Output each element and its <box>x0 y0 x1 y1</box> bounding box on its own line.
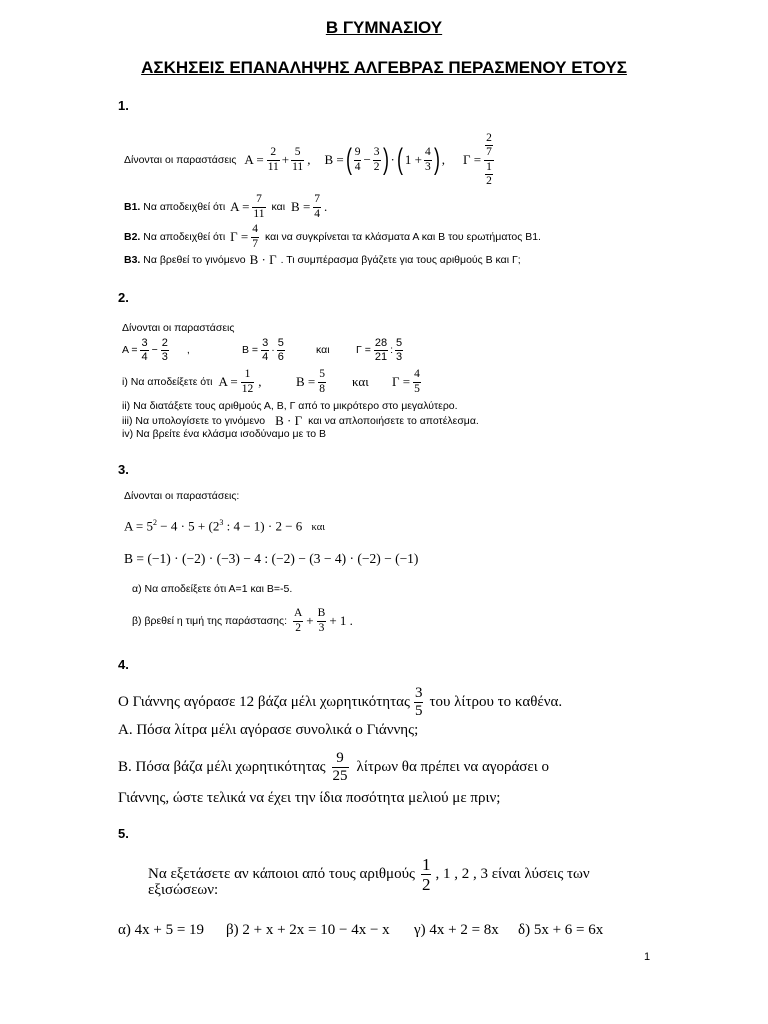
ex1-A-end: , <box>307 152 311 167</box>
ex1-B-frac3-num: 4 <box>424 147 432 161</box>
ex2-A-minus: − <box>151 344 158 356</box>
ex2-i-G-lhs: Γ = <box>392 374 411 389</box>
ex2-B-frac1-den: 4 <box>262 350 269 363</box>
ex3-A-part-b: − 4 · 5 + (2 <box>157 518 220 534</box>
ex1-B-frac2-num: 3 <box>373 147 381 161</box>
ex1-b2-text: Να αποδειχθεί ότι <box>143 231 226 243</box>
ex5-frac-den: 2 <box>421 874 431 894</box>
ex5-frac <box>421 856 432 893</box>
ex1-b1-A: Α = <box>230 199 250 214</box>
ex1-b1-B-den: 4 <box>314 207 321 220</box>
ex1-G-top-den: 7 <box>486 146 492 158</box>
ex2-A-frac2-num: 2 <box>161 336 168 349</box>
ex3-b-frac2 <box>317 608 327 634</box>
ex1-A-frac1-den: 11 <box>267 160 279 173</box>
ex1-B-frac2-den: 2 <box>373 160 380 173</box>
ex2-and-1: και <box>316 344 330 356</box>
ex2-G <box>356 334 403 366</box>
ex3-A-part-a: Α = 5 <box>124 518 154 534</box>
ex1-B-frac2 <box>373 147 381 173</box>
ex1-B-dot: · <box>390 152 395 167</box>
ex4-qB-b: λίτρων θα πρέπει να αγοράσει ο <box>356 758 549 775</box>
ex5-line1-b: , 1 , 2 , 3 είναι λύσεις των <box>435 865 590 882</box>
page-number: 1 <box>644 951 651 963</box>
ex1-B-frac3 <box>424 147 432 173</box>
ex4-frac-1 <box>414 686 424 719</box>
ex1-G-bot-den: 2 <box>486 175 492 187</box>
ex2-A-frac1-num: 3 <box>141 336 148 349</box>
ex2-B-frac2 <box>277 338 285 363</box>
ex1-b1-A-frac <box>252 194 265 220</box>
ex4-question-A: Α. Πόσα λίτρα μέλι αγόρασε συνολικά ο Γιάννης; <box>118 722 419 738</box>
ex3-b-frac2-den: 3 <box>318 621 325 634</box>
ex2-G-frac1 <box>374 338 388 363</box>
ex3-b-text: β) βρεθεί η τιμή της παράστασης: <box>132 615 287 627</box>
ex2-G-lhs: Γ = <box>356 344 371 356</box>
ex2-G-frac1-den: 21 <box>374 350 388 363</box>
ex3-intro: Δίνονται οι παραστάσεις: <box>124 490 240 502</box>
ex2-A <box>122 334 190 366</box>
ex2-G-frac2-den: 3 <box>396 350 403 363</box>
ex3-a: α) Να αποδείξετε ότι Α=1 και Β=-5. <box>132 583 293 595</box>
ex1-B-minus: − <box>363 152 371 167</box>
ex4-frac2-num: 9 <box>332 751 349 768</box>
ex2-i-A-lhs: Α = <box>218 374 238 389</box>
ex1-G-lhs: Γ = <box>462 152 482 167</box>
exercise-2-number: 2. <box>118 290 129 305</box>
ex5-eq-b: β) 2 + x + 2x = 10 − 4x − x <box>226 922 390 938</box>
ex5-equations <box>118 922 638 944</box>
ex2-iii-a: iii) Να υπολογίσετε το γινόμενο <box>122 414 266 427</box>
ex1-b2 <box>124 222 541 252</box>
ex2-i-text: i) Να αποδείξετε ότι <box>122 376 213 388</box>
ex3-B-expression: Β = (−1) · (−2) · (−3) − 4 : (−2) − (3 − 4) · (−2) − (−1) <box>124 551 419 566</box>
ex2-i-B <box>296 366 326 398</box>
ex4-question-B <box>118 746 549 788</box>
ex5-eq-a: α) 4x + 5 = 19 <box>118 922 205 938</box>
ex2-i-and: και <box>352 374 369 389</box>
ex4-line1-b: του λίτρου το καθένα. <box>429 693 563 710</box>
ex1-B-lparen-1: ( <box>345 143 352 176</box>
ex2-i-A <box>122 366 262 398</box>
ex2-expressions <box>122 334 452 366</box>
ex1-b2-rest: και να συγκρίνεται τα κλάσματα Α και Β του ερωτήματος Β1. <box>265 231 541 243</box>
ex2-G-frac1-num: 28 <box>374 336 388 349</box>
ex2-B-frac1-num: 3 <box>262 336 269 349</box>
ex4-qB-a: Β. Πόσα βάζα μέλι χωρητικότητας <box>118 758 326 775</box>
ex1-b2-label: Β2. <box>124 231 141 243</box>
ex1-b2-G-num: 4 <box>251 224 259 238</box>
page-title: Β ΓΥΜΝΑΣΙΟΥ <box>325 18 443 37</box>
ex2-iii-prod: Β · Γ <box>275 412 303 428</box>
ex1-G-complex-frac <box>484 133 494 188</box>
exercise-5-number: 5. <box>118 826 129 841</box>
ex1-B-rparen-2: ) <box>433 143 440 176</box>
ex4-line1-a: Ο Γιάννης αγόρασε 12 βάζα μέλι χωρητικότητας <box>118 693 410 710</box>
ex2-i-B-num: 5 <box>318 369 326 383</box>
ex2-B <box>242 334 285 366</box>
ex1-b1-text: Να αποδειχθεί ότι <box>143 201 226 213</box>
ex1-b2-G-frac <box>251 224 259 250</box>
ex3-b-frac2-num: Β <box>317 608 327 622</box>
ex1-b3-prod: Β · Γ <box>249 252 277 267</box>
page-subtitle: ΑΣΚΗΣΕΙΣ ΕΠΑΝΑΛΗΨΗΣ ΑΛΓΕΒΡΑΣ ΠΕΡΑΣΜΕΝΟΥ ΕΤΟΥΣ <box>141 58 627 77</box>
ex1-G-top <box>484 133 494 161</box>
ex1-B-lhs: Β = <box>324 152 344 167</box>
ex2-iii-b: και να απλοποιήσετε το αποτέλεσμα. <box>308 414 479 427</box>
ex2-iii <box>122 413 479 428</box>
ex3-A-and: και <box>311 522 326 534</box>
ex2-A-lhs: Α = <box>122 344 138 356</box>
exercise-1-number: 1. <box>118 98 129 113</box>
ex5-line1-a: Να εξετάσετε αν κάποιοι από τους αριθμούς <box>148 865 415 882</box>
ex3-b-frac1 <box>293 608 303 634</box>
ex5-frac-num: 1 <box>421 854 431 874</box>
ex4-frac1-num: 3 <box>414 684 423 701</box>
ex4-line-1 <box>118 682 562 722</box>
ex2-G-div: : <box>390 344 394 356</box>
ex2-A-frac2-den: 3 <box>161 350 168 363</box>
ex1-A-lhs: Α = <box>244 152 264 167</box>
ex1-B-frac1-num: 9 <box>354 147 362 161</box>
ex2-A-frac1-den: 4 <box>141 350 148 363</box>
ex2-A-comma: , <box>186 344 190 356</box>
ex1-b1-B-frac <box>313 194 321 220</box>
ex1-b1-and: και <box>271 201 286 213</box>
ex2-B-dot: · <box>271 344 275 356</box>
ex3-b-end: + 1 . <box>329 613 353 628</box>
ex1-b3-text: Να βρεθεί το γινόμενο <box>143 254 246 266</box>
ex1-A-frac1 <box>267 147 280 173</box>
ex1-G-top-frac <box>485 133 493 159</box>
ex3-A-sup-2: 3 <box>219 518 224 527</box>
ex2-i-A-den: 12 <box>241 382 254 395</box>
ex1-b1-A-den: 11 <box>253 207 265 220</box>
ex1-A-frac2-num: 5 <box>291 147 304 161</box>
ex1-G-bot-num: 1 <box>485 162 493 176</box>
ex2-B-frac1 <box>261 338 269 363</box>
ex2-i-B-den: 8 <box>319 382 326 395</box>
ex2-G-frac2 <box>395 338 403 363</box>
ex2-i-B-frac <box>318 369 326 395</box>
ex1-b2-G: Γ = <box>230 229 249 244</box>
ex1-b1-A-num: 7 <box>252 194 265 208</box>
ex3-A-sup-1: 2 <box>153 518 158 527</box>
ex2-i-G <box>392 366 421 398</box>
ex1-B-frac1-den: 4 <box>354 160 361 173</box>
ex2-B-frac2-den: 6 <box>277 350 284 363</box>
ex1-b3-label: Β3. <box>124 254 141 266</box>
ex1-G-bottom <box>484 161 494 188</box>
ex1-B-rparen-1: ) <box>382 143 389 176</box>
ex2-i-comma: , <box>258 374 262 389</box>
ex1-A-frac1-num: 2 <box>267 147 280 161</box>
ex2-A-frac2 <box>161 338 169 363</box>
exercise-1-expressions <box>124 131 494 187</box>
ex1-b1 <box>124 192 327 222</box>
ex2-intro: Δίνονται οι παραστάσεις <box>122 322 235 334</box>
ex2-i <box>122 366 452 398</box>
ex5-eq-c: γ) 4x + 2 = 8x <box>414 922 499 938</box>
ex2-i-G-frac <box>413 369 421 395</box>
ex2-i-A-num: 1 <box>241 369 255 383</box>
ex1-B-one: 1 + <box>404 152 422 167</box>
ex1-b1-label: Β1. <box>124 201 141 213</box>
ex1-A-plus: + <box>281 152 290 167</box>
ex3-A-expression <box>124 518 325 534</box>
ex2-i-B-lhs: Β = <box>296 374 316 389</box>
ex2-B-frac2-num: 5 <box>277 336 284 349</box>
ex2-ii: ii) Να διατάξετε τους αριθμούς Α, Β, Γ από το μικρότερο στο μεγαλύτερο. <box>122 400 458 412</box>
ex1-b3 <box>124 252 521 268</box>
ex1-B-frac3-den: 3 <box>424 160 431 173</box>
ex2-i-G-num: 4 <box>413 369 421 383</box>
ex1-G-top-num: 2 <box>485 133 493 147</box>
ex1-b3-rest: . Τι συμπέρασμα βγάζετε για τους αριθμούς Β και Γ; <box>280 254 521 266</box>
ex1-G-bot-frac <box>485 162 493 188</box>
ex1-b2-G-den: 7 <box>252 237 259 250</box>
ex2-iv: iv) Να βρείτε ένα κλάσμα ισοδύναμο με το Β <box>122 428 326 440</box>
ex1-B-frac1 <box>354 147 362 173</box>
ex2-G-frac2-num: 5 <box>396 336 403 349</box>
ex1-b1-B: Β = <box>291 199 311 214</box>
ex1-A-frac2 <box>291 147 304 173</box>
ex1-B-lparen-2: ( <box>396 143 403 176</box>
ex4-frac-2 <box>332 751 349 784</box>
ex4-frac2-den: 25 <box>332 767 348 784</box>
ex1-intro: Δίνονται οι παραστάσεις <box>124 154 237 166</box>
exercise-4-number: 4. <box>118 657 129 672</box>
ex4-frac1-den: 5 <box>414 702 423 719</box>
ex4-question-B-cont: Γιάννης, ώστε τελικά να έχει την ίδια ποσότητα μελιού με πριν; <box>118 790 501 806</box>
ex1-b1-B-num: 7 <box>313 194 321 208</box>
exercise-3-number: 3. <box>118 462 129 477</box>
ex5-line-2: εξισώσεων: <box>148 882 219 898</box>
ex3-A-part-c: : 4 − 1) · 2 − 6 <box>223 518 303 534</box>
ex3-b <box>132 606 353 636</box>
ex1-A-frac2-den: 11 <box>292 160 304 173</box>
ex2-A-frac1 <box>140 338 148 363</box>
ex5-eq-d: δ) 5x + 6 = 6x <box>518 922 604 938</box>
ex1-B-end: , <box>441 152 445 167</box>
ex1-b1-end: . <box>324 199 328 214</box>
ex3-b-frac1-den: 2 <box>295 621 302 634</box>
ex2-i-A-frac <box>241 369 255 395</box>
ex2-B-lhs: Β = <box>242 344 259 356</box>
ex3-b-plus: + <box>306 613 314 628</box>
ex2-i-G-den: 5 <box>414 382 420 395</box>
ex3-b-frac1-num: Α <box>293 608 303 622</box>
